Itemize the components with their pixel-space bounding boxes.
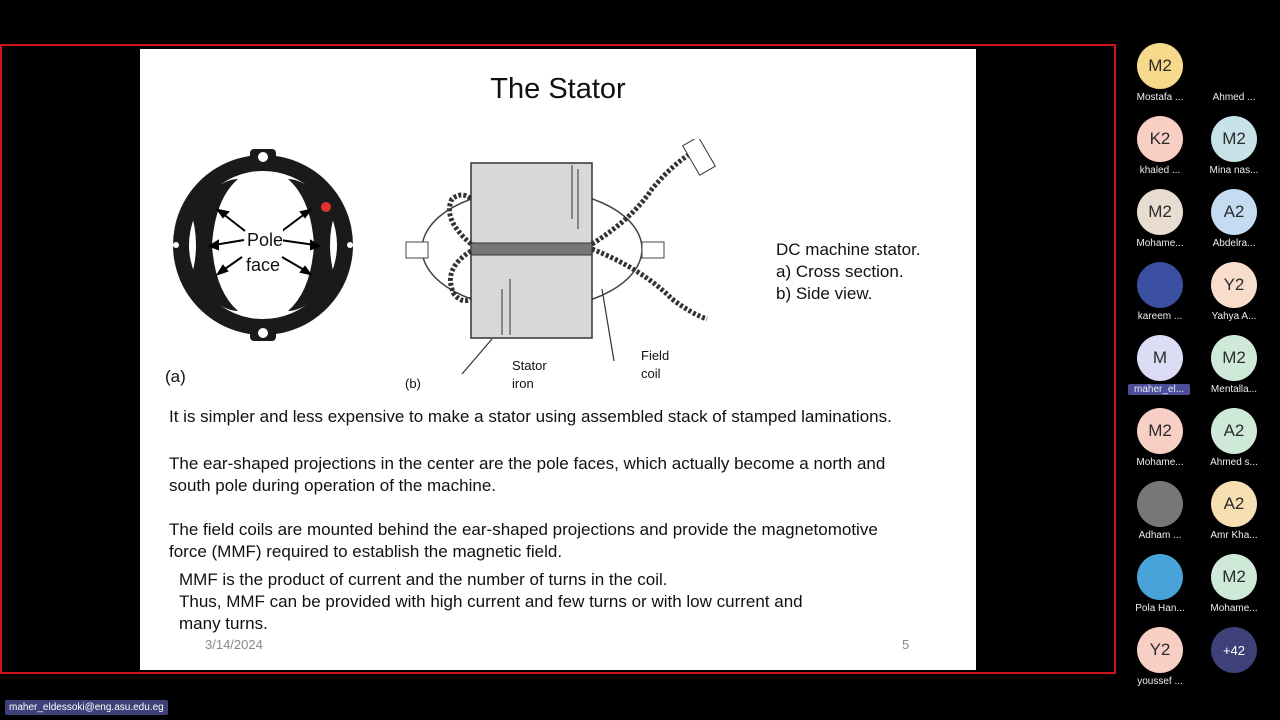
participant-tile[interactable] — [1194, 262, 1274, 332]
participant-tile[interactable] — [1120, 116, 1200, 186]
participant-tile[interactable] — [1120, 189, 1200, 259]
field-label-line2: coil — [641, 366, 661, 381]
presenter-email: maher_eldessoki@eng.asu.edu.eg — [5, 700, 168, 715]
participant-name: maher_el... — [1128, 384, 1190, 395]
figure-caption-line1: DC machine stator. — [776, 240, 921, 259]
participant-avatar: A2 — [1211, 189, 1257, 235]
participant-tile[interactable] — [1120, 43, 1200, 113]
figure-b-label: (b) — [405, 376, 421, 391]
stator-label-line2: iron — [512, 376, 534, 391]
participant-avatar: M2 — [1211, 554, 1257, 600]
paragraph-3-line2: force (MMF) required to establish the magnetic field. — [169, 542, 563, 561]
paragraph-2-line1: The ear-shaped projections in the center are the pole faces, which actually become a north and — [169, 454, 886, 473]
paragraph-4-line3: many turns. — [179, 614, 268, 633]
participant-tile[interactable] — [1194, 43, 1274, 113]
pole-label-line1: Pole — [247, 230, 284, 250]
participant-name: Mohame... — [1136, 238, 1184, 249]
participant-avatar: K2 — [1137, 116, 1183, 162]
participant-avatar: M2 — [1137, 189, 1183, 235]
field-label-line1: Field — [641, 348, 670, 363]
participant-name: Abdelra... — [1212, 238, 1256, 249]
participant-name: Ahmed s... — [1210, 457, 1258, 468]
paragraph-1: It is simpler and less expensive to make a stator using assembled stack of stamped laminations. — [169, 407, 892, 426]
pole-label-line2: face — [246, 255, 281, 275]
participant-avatar: A2 — [1211, 408, 1257, 454]
stator-label-line1: Stator — [512, 358, 547, 373]
participant-name: Mohame... — [1210, 603, 1258, 614]
participant-avatar: Y2 — [1137, 627, 1183, 673]
participant-avatar: Y2 — [1211, 262, 1257, 308]
participant-tile[interactable] — [1120, 627, 1200, 697]
participant-avatar — [1137, 554, 1183, 600]
participant-avatar: M2 — [1137, 43, 1183, 89]
participant-tile[interactable] — [1120, 262, 1200, 332]
slide-page-number: 5 — [902, 637, 910, 652]
participant-name: youssef ... — [1137, 676, 1183, 687]
participant-avatar: M2 — [1211, 335, 1257, 381]
participant-avatar: M2 — [1211, 116, 1257, 162]
participant-name: Ahmed ... — [1212, 92, 1256, 103]
slide-date: 3/14/2024 — [205, 637, 263, 652]
participant-name: Mostafa ... — [1136, 92, 1184, 103]
participant-name: kareem ... — [1137, 311, 1183, 322]
participant-tile[interactable] — [1194, 481, 1274, 551]
participant-name: Mentalla... — [1210, 384, 1258, 395]
participant-avatar: M — [1137, 335, 1183, 381]
participant-tile[interactable] — [1194, 554, 1274, 624]
paragraph-4-line1: MMF is the product of current and the number of turns in the coil. — [179, 570, 668, 589]
participant-tile[interactable] — [1120, 408, 1200, 478]
participant-name: Pola Han... — [1135, 603, 1185, 614]
participant-tile[interactable] — [1120, 335, 1200, 405]
participant-name: khaled ... — [1139, 165, 1181, 176]
paragraph-3-line1: The field coils are mounted behind the ear-shaped projections and provide the magnetomotive — [169, 520, 878, 539]
paragraph-2-line2: south pole during operation of the machine. — [169, 476, 497, 495]
stator-side-view-figure — [402, 139, 732, 389]
figure-a-label: (a) — [165, 367, 186, 386]
participant-avatar — [1137, 481, 1183, 527]
participant-name: Mina nas... — [1209, 165, 1259, 176]
participant-tile[interactable] — [1194, 408, 1274, 478]
participant-name: Yahya A... — [1211, 311, 1257, 322]
participant-tile[interactable] — [1194, 189, 1274, 259]
participant-tile[interactable] — [1120, 481, 1200, 551]
participant-name: Adham ... — [1138, 530, 1182, 541]
slide-title: The Stator — [490, 73, 626, 105]
more-participants-button[interactable] — [1194, 627, 1274, 697]
participant-avatar: A2 — [1211, 481, 1257, 527]
figure-caption-line3: b) Side view. — [776, 284, 873, 303]
slide — [140, 49, 976, 670]
participant-tile[interactable] — [1120, 554, 1200, 624]
participant-avatar: M2 — [1137, 408, 1183, 454]
participant-tile[interactable] — [1194, 335, 1274, 405]
participant-tile[interactable] — [1194, 116, 1274, 186]
participant-name: Amr Kha... — [1210, 530, 1258, 541]
participant-avatar: +42 — [1211, 627, 1257, 673]
figure-caption-line2: a) Cross section. — [776, 262, 904, 281]
participant-name: Mohame... — [1136, 457, 1184, 468]
paragraph-4-line2: Thus, MMF can be provided with high current and few turns or with low current and — [179, 592, 803, 611]
participant-avatar — [1137, 262, 1183, 308]
